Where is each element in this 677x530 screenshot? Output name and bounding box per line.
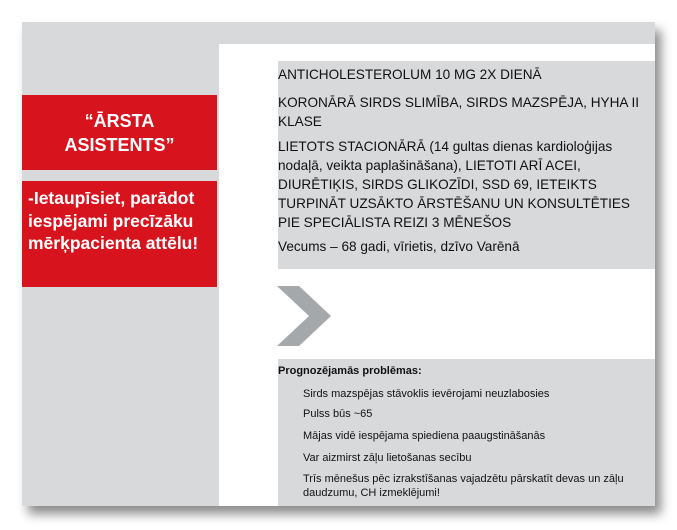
instruction-text: -Ietaupīsiet, parādot iespējami precīzāku mērķpacienta attēlu! bbox=[28, 188, 199, 253]
problems-box bbox=[278, 359, 655, 506]
slide-title: “ĀRSTA ASISTENTS” bbox=[64, 110, 175, 155]
problem-item: Pulss būs ~65 bbox=[303, 408, 373, 420]
instruction-banner bbox=[22, 181, 217, 287]
problem-item: Var aizmirst zāļu lietošanas secību bbox=[303, 452, 472, 464]
chevron-right-icon bbox=[277, 286, 333, 346]
patient-info-box bbox=[278, 61, 655, 269]
problem-item: Sirds mazspējas stāvoklis ievērojami neuzlabosies bbox=[303, 388, 550, 400]
info-line-demographics: Vecums – 68 gadi, vīrietis, dzīvo Varēnā bbox=[278, 239, 520, 254]
problems-title: Prognozējamās problēmas: bbox=[278, 365, 422, 377]
info-line-treatment: LIETOTS STACIONĀRĀ (14 gultas dienas kardioloģijas nodaļā, veikta paplašināšana), LIETOTI ARĪ ACEI, DIURĒTIĶIS, SIRDS GLIKOZĪDI, SSD 69, IETEIKTS TURPINĀT UZSĀKTO ĀRSTĒŠANU UN KONSULTĒTIES PIE SPECIĀLISTA REIZI 3 MĒNEŠOS bbox=[278, 139, 630, 230]
info-line-medication: ANTICHOLESTEROLUM 10 MG 2X DIENĀ bbox=[278, 67, 542, 82]
problem-item: Trīs mēnešus pēc izrakstīšanas vajadzētu pārskatīt devas un zāļu daudzumu, CH izmeklējumi! bbox=[303, 473, 624, 499]
title-banner bbox=[22, 95, 217, 170]
presentation-slide bbox=[22, 22, 655, 506]
info-line-diagnosis: KORONĀRĀ SIRDS SLIMĪBA, SIRDS MAZSPĒJA, HYHA II KLASE bbox=[278, 95, 640, 129]
problem-item: Mājas vidē iespējama spiediena paaugstināšanās bbox=[303, 430, 546, 442]
